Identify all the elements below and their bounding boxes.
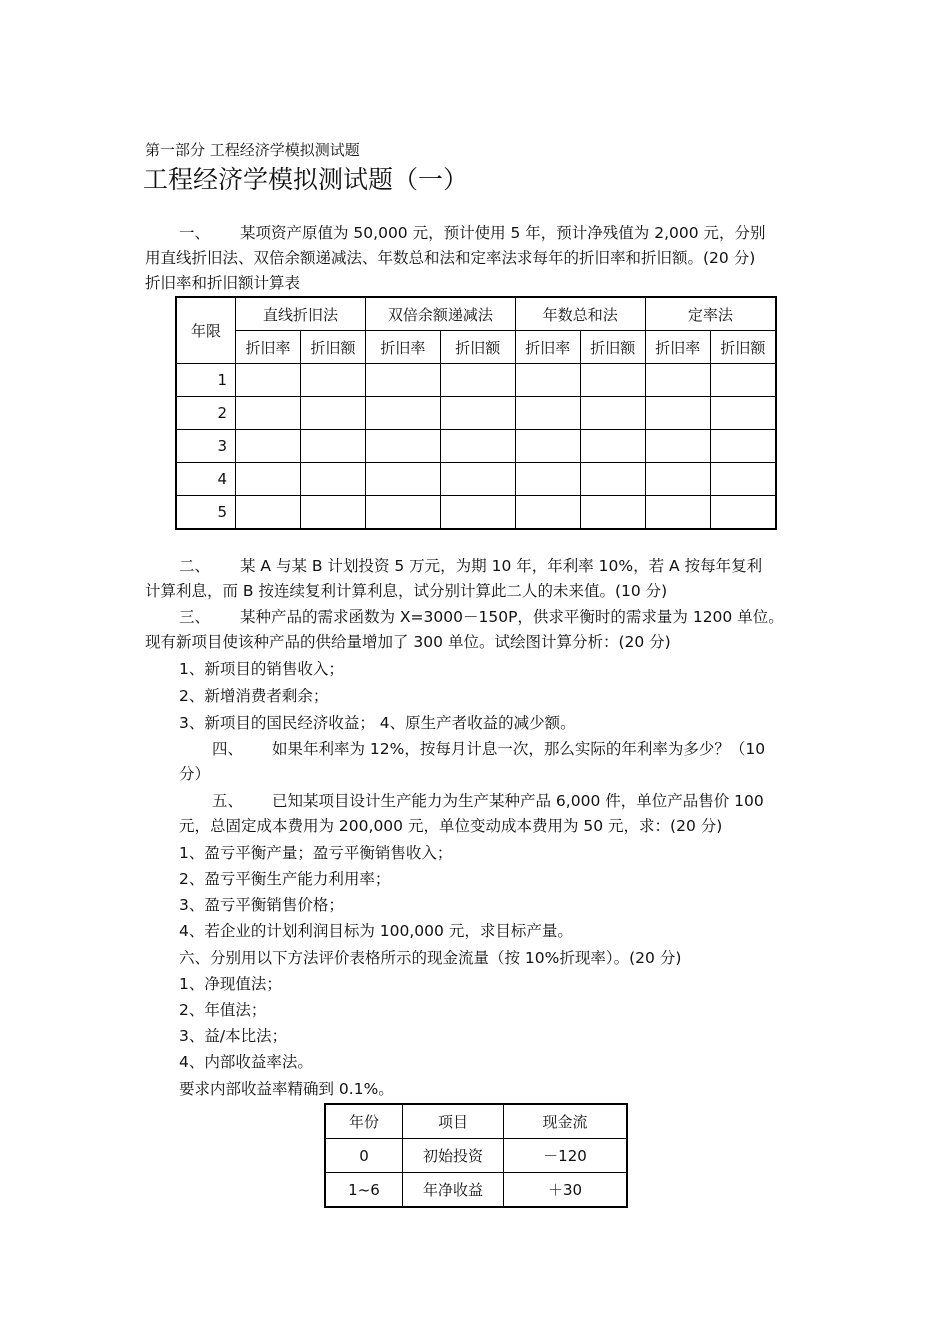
q6-item: 4、内部收益率法。 bbox=[179, 1053, 313, 1071]
q6-item: 2、年值法； bbox=[179, 1001, 267, 1019]
cf-cash: ＋30 bbox=[504, 1173, 628, 1208]
page-title: 工程经济学模拟测试题（一） bbox=[143, 165, 469, 194]
q1-table-caption: 折旧率和折旧额计算表 bbox=[145, 274, 301, 292]
method-header: 直线折旧法 bbox=[236, 297, 366, 331]
year-cell: 1 bbox=[176, 364, 236, 397]
year-cell: 3 bbox=[176, 430, 236, 463]
table-row bbox=[176, 430, 776, 463]
year-cell: 4 bbox=[176, 463, 236, 496]
q2-line1: 某 A 与某 B 计划投资 5 万元，为期 10 年，年利率 10%，若 A 按每年复利 bbox=[240, 557, 763, 575]
q4-line1: 如果年利率为 12%，按每月计息一次，那么实际的年利率为多少？（10 bbox=[272, 740, 766, 758]
table-row bbox=[325, 1173, 627, 1208]
q3-line2: 现有新项目使该种产品的供给量增加了 300 单位。试绘图计算分析：(20 分) bbox=[145, 633, 671, 651]
cf-header: 项目 bbox=[403, 1104, 504, 1139]
q1-line1: 某项资产原值为 50,000 元，预计使用 5 年，预计净残值为 2,000 元，分别 bbox=[240, 224, 766, 242]
q1-number: 一、 bbox=[179, 224, 211, 242]
q6-note: 要求内部收益率精确到 0.1%。 bbox=[179, 1080, 394, 1098]
cf-year: 0 bbox=[325, 1139, 403, 1173]
table-row bbox=[325, 1139, 627, 1173]
amount-header: 折旧额 bbox=[301, 331, 366, 364]
rate-header: 折旧率 bbox=[236, 331, 301, 364]
table-row bbox=[176, 397, 776, 430]
q3-item: 3、新项目的国民经济收益； 4、原生产者收益的减少额。 bbox=[179, 714, 576, 732]
year-header: 年限 bbox=[176, 297, 236, 364]
cashflow-table bbox=[324, 1103, 628, 1208]
q4-number: 四、 bbox=[212, 740, 244, 758]
q2-line2: 计算利息，而 B 按连续复利计算利息，试分别计算此二人的未来值。(10 分) bbox=[145, 582, 668, 600]
q5-item: 3、盈亏平衡销售价格； bbox=[179, 896, 344, 914]
amount-header: 折旧额 bbox=[710, 331, 776, 364]
cf-item: 年净收益 bbox=[403, 1173, 504, 1208]
q2-number: 二、 bbox=[179, 557, 211, 575]
q4-line2: 分） bbox=[179, 765, 211, 783]
depreciation-table bbox=[175, 296, 777, 530]
q3-item: 1、新项目的销售收入； bbox=[179, 660, 344, 678]
rate-header: 折旧率 bbox=[645, 331, 710, 364]
cf-item: 初始投资 bbox=[403, 1139, 504, 1173]
method-header: 年数总和法 bbox=[515, 297, 645, 331]
q6-item: 3、益/本比法； bbox=[179, 1027, 288, 1045]
table-row bbox=[176, 496, 776, 530]
q6-item: 1、净现值法； bbox=[179, 975, 282, 993]
q3-number: 三、 bbox=[179, 608, 211, 626]
q6-line1: 六、分别用以下方法评价表格所示的现金流量（按 10%折现率）。(20 分) bbox=[179, 949, 682, 967]
rate-header: 折旧率 bbox=[515, 331, 580, 364]
cf-header: 年份 bbox=[325, 1104, 403, 1139]
year-cell: 2 bbox=[176, 397, 236, 430]
q5-item: 4、若企业的计划利润目标为 100,000 元，求目标产量。 bbox=[179, 922, 573, 940]
amount-header: 折旧额 bbox=[440, 331, 515, 364]
year-cell: 5 bbox=[176, 496, 236, 530]
q3-line1: 某种产品的需求函数为 X=3000－150P，供求平衡时的需求量为 1200 单位。 bbox=[240, 608, 784, 626]
cf-cash: －120 bbox=[504, 1139, 628, 1173]
q5-item: 1、盈亏平衡产量；盈亏平衡销售收入； bbox=[179, 844, 453, 862]
q5-line1: 已知某项目设计生产能力为生产某种产品 6,000 件，单位产品售价 100 bbox=[272, 792, 764, 810]
table-row bbox=[176, 463, 776, 496]
table-row bbox=[176, 364, 776, 397]
method-header: 定率法 bbox=[645, 297, 776, 331]
method-header: 双倍余额递减法 bbox=[366, 297, 516, 331]
part-subtitle: 第一部分 工程经济学模拟测试题 bbox=[145, 141, 360, 159]
q1-line2: 用直线折旧法、双倍余额递减法、年数总和法和定率法求每年的折旧率和折旧额。(20 分) bbox=[145, 249, 756, 267]
q3-item: 2、新增消费者剩余； bbox=[179, 687, 329, 705]
rate-header: 折旧率 bbox=[366, 331, 441, 364]
q5-number: 五、 bbox=[212, 792, 244, 810]
cf-header: 现金流 bbox=[504, 1104, 628, 1139]
amount-header: 折旧额 bbox=[580, 331, 645, 364]
q5-item: 2、盈亏平衡生产能力利用率； bbox=[179, 870, 391, 888]
q5-line2: 元，总固定成本费用为 200,000 元，单位变动成本费用为 50 元，求：(20 分) bbox=[179, 817, 723, 835]
cf-year: 1~6 bbox=[325, 1173, 403, 1208]
